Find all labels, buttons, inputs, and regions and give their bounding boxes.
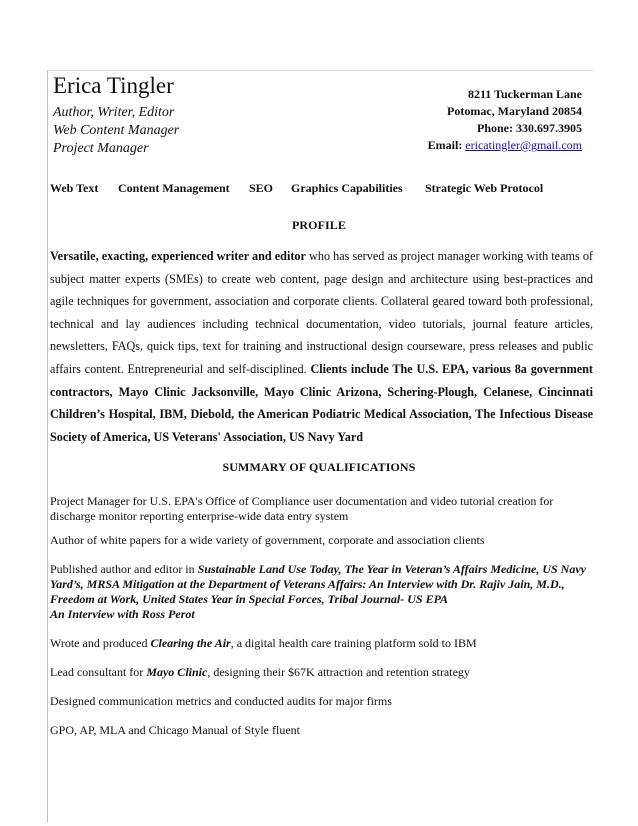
client-name: Mayo Clinic: [146, 665, 208, 679]
qualifications-list: [50, 494, 595, 738]
profile-paragraph: [50, 245, 593, 448]
profile-body: who has served as project manager working with teams of subject matter experts (SMEs) to create web content, page design and architecture using best-practices and agile techniques for government, association and corporate clients. Collateral geared toward both professional, technical and lay audiences including technical documentation, video tutorials, journal feature articles, newsletters, FAQs, quick tips, text for training and instructional design courseware, press releases and public affairs content. Entrepreneurial and self-disciplined.: [50, 249, 593, 376]
skill-item: Strategic Web Protocol: [425, 181, 544, 195]
qualification-item: [50, 562, 595, 622]
skills-bar: [50, 181, 590, 196]
header-divider: [47, 70, 593, 71]
product-title: Clearing the Air: [150, 636, 231, 650]
skill-item: Web Text: [50, 181, 99, 195]
candidate-roles: [53, 104, 179, 158]
qualification-text: Wrote and produced: [50, 636, 151, 650]
profile-clients: Clients include The U.S. EPA, various 8a government contractors, Mayo Clinic Jacksonville, Mayo Clinic Arizona, Schering-Plough, Celanese, Cincinnati Children’s Hospital, IBM, Diebold, the American Podiatric Medical Association, The Infectious Disease Society of America, US Veterans' Association, US Navy Yard: [50, 361, 593, 444]
qualification-text: Lead consultant for: [50, 665, 147, 679]
qualification-item: GPO, AP, MLA and Chicago Manual of Style fluent: [50, 723, 300, 737]
role-line: Project Manager: [53, 141, 149, 156]
role-line: Author, Writer, Editor: [53, 105, 175, 120]
left-margin-rule: [47, 70, 48, 822]
skill-item: Graphics Capabilities: [291, 181, 403, 195]
skill-item: Content Management: [118, 181, 230, 195]
qualification-item: Designed communication metrics and conducted audits for major firms: [50, 694, 392, 708]
email-row: [428, 137, 582, 154]
qualification-text: , designing their $67K attraction and retention strategy: [207, 665, 470, 679]
publication-titles: Sustainable Land Use Today, The Year in Veteran’s Affairs Medicine, US Navy Yard’s, MRSA Mitigation at the Department of Veterans Affairs: An Interview with Dr. Rajiv Jain, M.D., Freedom at Work, United States Year in Special Forces, Tribal Journal- US EPA: [50, 562, 587, 606]
email-label: Email:: [427, 138, 463, 152]
qualification-item: Project Manager for U.S. EPA's Office of Compliance user documentation and video tutorial creation for discharge monitor reporting enterprise-wide data entry system: [50, 494, 554, 523]
address-line-2: Potomac, Maryland 20854: [447, 104, 582, 118]
candidate-name: Erica Tingler: [53, 73, 174, 98]
qualification-item: [50, 636, 595, 651]
contact-block: [428, 86, 582, 154]
profile-lead: Versatile, exacting, experienced writer and editor: [50, 249, 306, 263]
qualification-item: [50, 665, 595, 680]
email-link[interactable]: ericatingler@gmail.com: [465, 138, 582, 152]
address-line-1: 8211 Tuckerman Lane: [467, 87, 582, 101]
profile-heading: PROFILE: [291, 218, 347, 232]
qualification-text: Published author and editor in: [50, 562, 198, 576]
qualification-item: Author of white papers for a wide variety of government, corporate and association clients: [50, 533, 485, 547]
role-line: Web Content Manager: [53, 123, 180, 138]
publication-title: An Interview with Ross Perot: [50, 607, 195, 621]
skill-item: SEO: [249, 181, 274, 195]
phone-number: Phone: 330.697.3905: [477, 121, 582, 135]
qualification-text: , a digital health care training platform sold to IBM: [230, 636, 477, 650]
summary-heading: SUMMARY OF QUALIFICATIONS: [222, 460, 416, 474]
